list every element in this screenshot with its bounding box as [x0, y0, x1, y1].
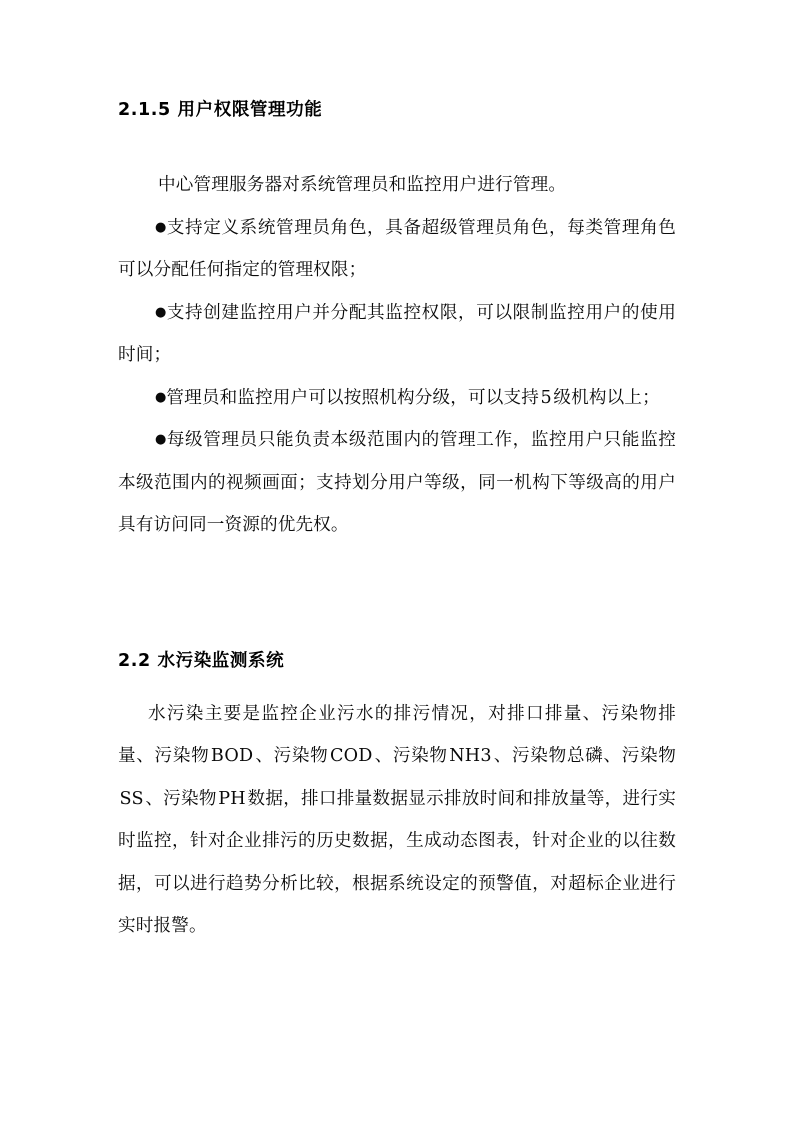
bullet-paragraph-3-text-after: 级机构以上；	[553, 387, 660, 408]
bullet-icon: ●	[155, 389, 167, 405]
paragraph-text-run: 、污染物	[254, 746, 329, 766]
pollutant-metric: NH3	[449, 746, 492, 766]
paragraph-text-run: 水污染主要是监控企业污水的排污情况，对排口排量、污染物排量、污染物	[118, 703, 676, 766]
bullet-paragraph-2-text: 支持创建监控用户并分配其监控权限，可以限制监控用户的使用时间；	[118, 302, 677, 365]
document-content	[118, 96, 676, 948]
bullet-paragraph-3-text-before: 管理员和监控用户可以按照机构分级，可以支持	[166, 387, 539, 408]
paragraph-water-pollution-description	[118, 693, 676, 948]
paragraph-text-run: 、污染物	[374, 746, 448, 766]
bullet-paragraph-4	[118, 419, 676, 547]
section-water-pollution	[118, 647, 676, 948]
bullet-paragraph-3	[118, 377, 676, 420]
bullet-paragraph-1-text: 支持定义系统管理员角色，具备超级管理员角色，每类管理角色可以分配任何指定的管理权限；	[118, 217, 677, 280]
paragraph-text-run: 、污染物总磷、污染物	[493, 746, 676, 766]
pollutant-metric: SS	[119, 788, 144, 809]
pollutant-metric: BOD	[210, 746, 254, 766]
paragraph-intro: 中心管理服务器对系统管理员和监控用户进行管理。	[158, 175, 567, 195]
bullet-paragraph-4-text: 每级管理员只能负责本级范围内的管理工作，监控用户只能监控本级范围内的视频画面；支持划分用户等级，同一机构下等级高的用户具有访问同一资源的优先权。	[118, 430, 677, 535]
bullet-icon: ●	[155, 432, 167, 447]
paragraph-text-run: 数据，排口排量数据显示排放时间和排放量等，进行实时监控，针对企业排污的历史数据，生成动态图表，针对企业的以往数据，可以进行趋势分析比较，根据系统设定的预警值，对超标企业进行实时报警。	[118, 788, 676, 936]
section-spacer	[118, 547, 676, 647]
bullet-icon: ●	[155, 304, 167, 320]
paragraph-text-run: 、污染物	[145, 788, 217, 809]
bullet-icon: ●	[155, 219, 167, 235]
pollutant-metric: PH	[218, 788, 246, 809]
org-level-count: 5	[540, 387, 552, 408]
section-heading-2-2: 2.2 水污染监测系统	[118, 650, 285, 671]
section-heading-2-1-5: 2.1.5 用户权限管理功能	[118, 100, 323, 120]
bullet-paragraph-2	[118, 292, 676, 377]
bullet-paragraph-1	[118, 207, 676, 292]
pollutant-metric: COD	[329, 746, 373, 766]
